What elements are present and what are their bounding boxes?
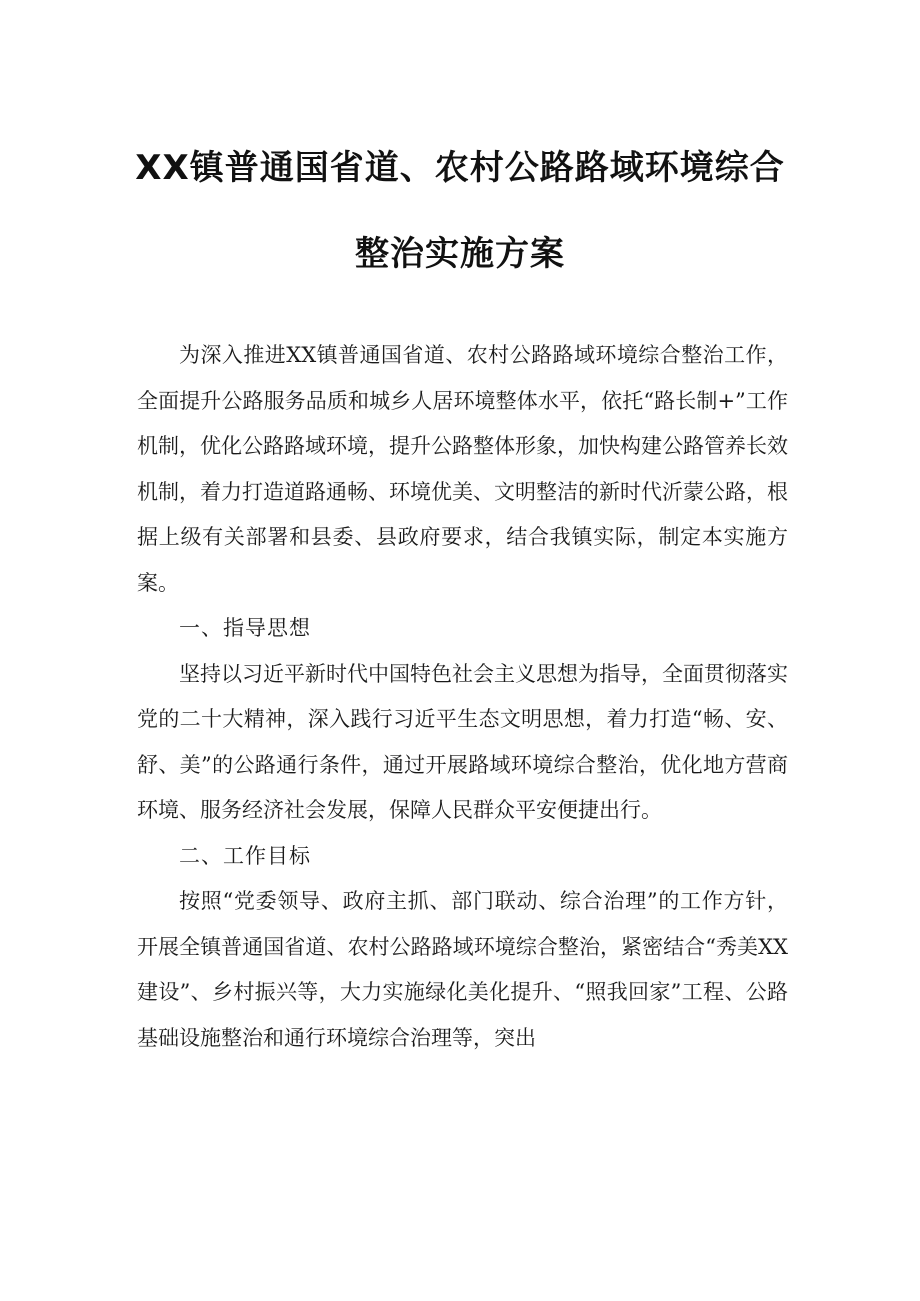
section-heading-work-goals: 二、工作目标 <box>179 843 311 868</box>
section-heading-guiding-ideology: 一、指导思想 <box>179 616 311 640</box>
work-goals-paragraph: 按照“党委领导、政府主抓、部门联动、综合治理”的工作方针，开展全镇普通国省道、农村公路路域环境综合整治，紧密结合“秀美XX建设”、乡村振兴等，大力实施绿化美化提升、“照我回家”工程、公路基础设施整治和通行环境综合治理等，突出 <box>137 889 788 1050</box>
guiding-ideology-paragraph: 坚持以习近平新时代中国特色社会主义思想为指导，全面贯彻落实党的二十大精神，深入践行习近平生态文明思想，着力打造“畅、安、舒、美”的公路通行条件，通过开展路域环境综合整治，优化地方营商环境、服务经济社会发展，保障人民群众平安便捷出行。 <box>137 661 788 822</box>
document-title-line-1: XX镇普通国省道、农村公路路域环境综合 <box>135 148 785 188</box>
document-title-line-2: 整治实施方案 <box>355 234 565 274</box>
document-body <box>137 333 788 1061</box>
intro-paragraph: 为深入推进XX镇普通国省道、农村公路路域环境综合整治工作，全面提升公路服务品质和城乡人居环境整体水平，依托“路长制+”工作机制，优化公路路域环境，提升公路整体形象，加快构建公路管养长效机制，着力打造道路通畅、环境优美、文明整洁的新时代沂蒙公路，根据上级有关部署和县委、县政府要求，结合我镇实际，制定本实施方案。 <box>137 343 788 595</box>
